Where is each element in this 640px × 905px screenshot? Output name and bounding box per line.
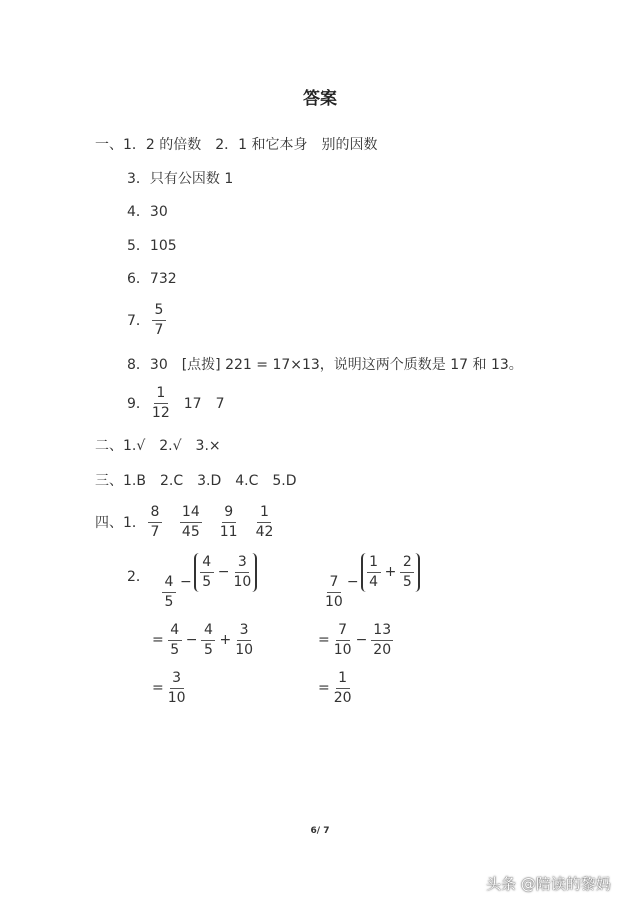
page-title: 答案 [303, 89, 337, 109]
minus-sign: − [180, 574, 192, 590]
fraction [152, 384, 170, 423]
denominator: 7 [154, 321, 164, 338]
fraction [201, 621, 215, 660]
denominator: 5 [170, 641, 180, 658]
numerator: 1 [336, 669, 350, 689]
numerator: 3 [237, 621, 251, 641]
numerator: 3 [170, 669, 184, 689]
fraction [400, 553, 414, 592]
numerator: 1 [257, 503, 271, 523]
parentheses [194, 553, 258, 592]
right-step-1 [316, 618, 395, 662]
section4-q1 [95, 500, 275, 544]
answer-9-rest: 17 7 [183, 396, 225, 412]
denominator: 5 [402, 573, 412, 590]
denominator: 10 [333, 641, 352, 658]
numerator: 2 [400, 553, 414, 573]
right-expression [323, 553, 420, 610]
denominator: 5 [164, 593, 174, 610]
numerator: 4 [162, 573, 176, 593]
minus-sign: − [217, 564, 230, 580]
minus-sign: − [355, 632, 368, 648]
denominator: 10 [233, 573, 252, 590]
denominator: 10 [167, 689, 186, 706]
equals-sign: = [152, 632, 164, 648]
minus-sign: − [346, 574, 359, 590]
answer-9 [127, 381, 224, 425]
numerator: 1 [367, 553, 381, 573]
section2: 二、1.√ 2.√ 3.× [95, 438, 221, 454]
answer-9-label: 9． [127, 396, 150, 412]
left-expression [160, 553, 257, 610]
fraction [334, 621, 352, 660]
equals-sign: = [318, 632, 330, 648]
answer-7 [127, 298, 168, 342]
numerator: 14 [180, 503, 202, 523]
numerator: 3 [235, 553, 249, 573]
answer-6: 6．732 [127, 271, 177, 287]
minus-sign: − [185, 632, 198, 648]
plus-sign: + [384, 564, 397, 580]
numerator: 4 [168, 621, 182, 641]
fraction [162, 573, 176, 612]
denominator: 5 [204, 641, 213, 658]
plus-sign: + [219, 632, 232, 648]
denominator: 5 [202, 573, 212, 590]
parentheses [361, 553, 421, 592]
denominator: 10 [325, 593, 343, 610]
fraction [371, 621, 393, 660]
numerator: 8 [148, 503, 162, 523]
fraction [180, 503, 202, 542]
watermark: 头条 @陪读的黎妈 [486, 875, 611, 893]
answer-5: 5．105 [127, 238, 177, 254]
answer-4: 4．30 [127, 204, 168, 220]
answer-7-label: 7． [127, 313, 150, 329]
fraction [233, 553, 251, 592]
fraction [168, 621, 182, 660]
denominator: 4 [369, 573, 379, 590]
numerator: 4 [201, 621, 215, 641]
denominator: 12 [151, 404, 170, 421]
denominator: 7 [150, 523, 160, 540]
page-number: 6/ 7 [310, 826, 330, 836]
answer-8: 8．30 [点拨] 221 = 17×13，说明这两个质数是 17 和 13。 [127, 357, 523, 373]
denominator: 11 [219, 523, 238, 540]
fraction [325, 573, 343, 612]
left-step-1 [150, 618, 255, 662]
equals-sign: = [152, 680, 164, 696]
numerator: 13 [371, 621, 393, 641]
section3: 三、1.B 2.C 3.D 4.C 5.D [95, 473, 297, 489]
answer-3: 3．只有公因数 1 [127, 171, 234, 187]
right-result [316, 666, 354, 710]
fraction [152, 301, 166, 340]
numerator: 1 [154, 384, 168, 404]
numerator: 7 [336, 621, 350, 641]
fraction [220, 503, 238, 542]
fraction [168, 669, 186, 708]
numerator: 9 [222, 503, 236, 523]
denominator: 42 [255, 523, 274, 540]
fraction [367, 553, 381, 592]
numerator: 7 [327, 573, 341, 593]
denominator: 20 [373, 641, 392, 658]
denominator: 20 [333, 689, 352, 706]
fraction [334, 669, 352, 708]
denominator: 45 [181, 523, 200, 540]
denominator: 10 [235, 641, 254, 658]
fraction [148, 503, 162, 542]
numerator: 5 [152, 301, 166, 321]
section4-q2-label: 2． [127, 569, 150, 585]
fraction [200, 553, 214, 592]
equals-sign: = [318, 680, 330, 696]
left-result [150, 666, 188, 710]
numerator: 4 [200, 553, 214, 573]
section1-line1: 一、1．2 的倍数 2．1 和它本身 别的因数 [95, 137, 378, 153]
fraction [235, 621, 253, 660]
section4-label: 四、1． [95, 515, 146, 531]
fraction [256, 503, 274, 542]
